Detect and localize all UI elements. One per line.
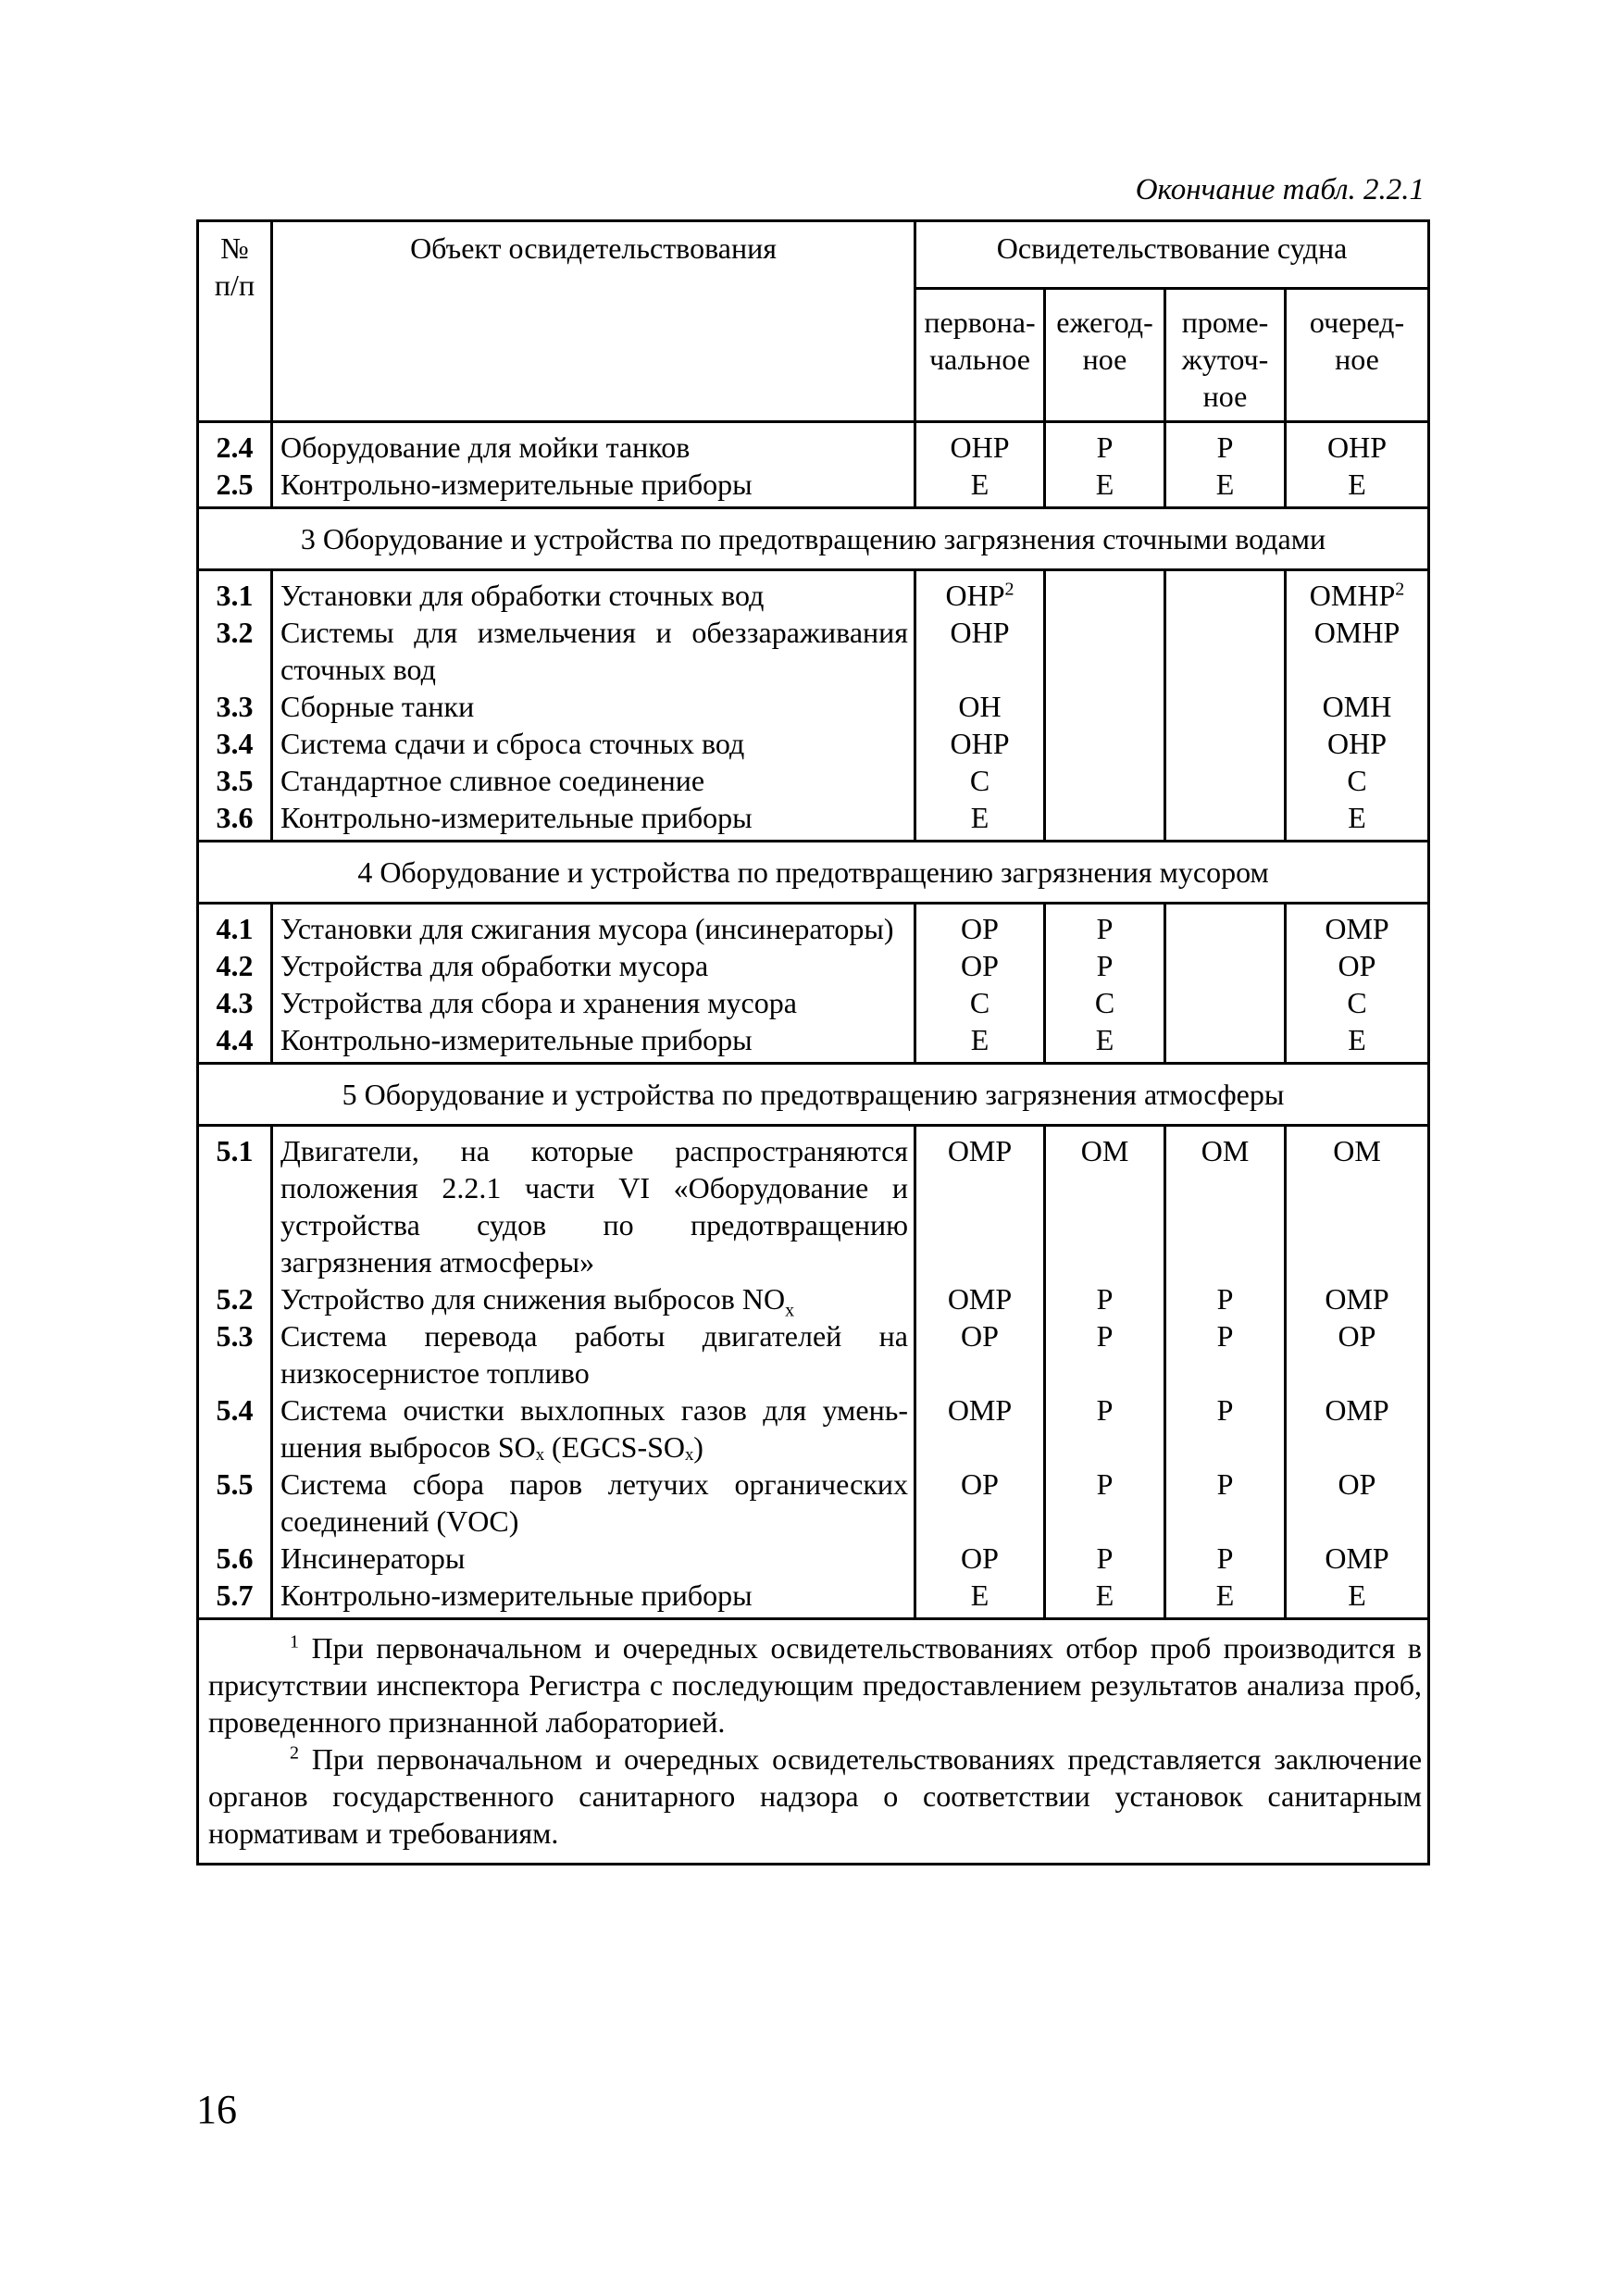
row-object: Двигатели, на которые распространяются положения 2.2.1 части VI «Оборудование и устройства судов по предотвращению загрязнения атмосферы» bbox=[272, 1126, 915, 1281]
row-number: 5.5 bbox=[198, 1466, 272, 1540]
survey-value bbox=[1165, 570, 1286, 615]
survey-value: Р bbox=[1165, 422, 1286, 467]
row-object: Контрольно-измерительные приборы bbox=[272, 466, 915, 508]
row-object: Контрольно-измерительные приборы bbox=[272, 1577, 915, 1619]
survey-value bbox=[1045, 762, 1165, 799]
row-object: Установки для сжигания мусора (инсинераторы) bbox=[272, 904, 915, 948]
row-number: 3.4 bbox=[198, 725, 272, 762]
section-row bbox=[198, 1064, 1429, 1126]
survey-value: ОР bbox=[915, 947, 1045, 984]
survey-value: ОНР bbox=[915, 422, 1045, 467]
survey-value: ОР bbox=[915, 1540, 1045, 1577]
survey-value: Р bbox=[1045, 904, 1165, 948]
survey-value: ОНР bbox=[915, 725, 1045, 762]
survey-value bbox=[1165, 1021, 1286, 1064]
survey-value: Е bbox=[1286, 799, 1429, 842]
header-survey: Освидетельствование судна bbox=[915, 221, 1429, 289]
section-title: 3 Оборудование и устройства по предотвращению загрязнения сточными водами bbox=[198, 508, 1429, 570]
survey-value bbox=[1045, 688, 1165, 725]
table-row bbox=[198, 466, 1429, 508]
table-row bbox=[198, 1391, 1429, 1466]
table-row bbox=[198, 1466, 1429, 1540]
survey-value bbox=[1165, 799, 1286, 842]
table-row bbox=[198, 614, 1429, 688]
row-object: Установки для обработки сточных вод bbox=[272, 570, 915, 615]
footnote-text: При первоначальном и очередных освидетельствованиях представляется заключение органов государственного санитарного надзора о соответствии установок санитарным нормативам и требованиям. bbox=[208, 1742, 1423, 1850]
table-row bbox=[198, 762, 1429, 799]
footnote-mark: 1 bbox=[290, 1631, 299, 1653]
header-intermediate: проме- жуточ- ное bbox=[1165, 289, 1286, 422]
survey-value bbox=[1165, 762, 1286, 799]
survey-value: Е bbox=[1286, 1577, 1429, 1619]
header-renewal: очеред- ное bbox=[1286, 289, 1429, 422]
table-row bbox=[198, 1126, 1429, 1281]
survey-value: ОР bbox=[1286, 947, 1429, 984]
survey-value: ОМ bbox=[1286, 1126, 1429, 1281]
survey-value: ОМР bbox=[915, 1280, 1045, 1317]
survey-value: ОМР bbox=[915, 1391, 1045, 1466]
survey-value: Р bbox=[1045, 422, 1165, 467]
survey-value: ОМНР$^2$ bbox=[1286, 570, 1429, 615]
table-row bbox=[198, 422, 1429, 467]
header-num: № п/п bbox=[198, 221, 272, 422]
table-row bbox=[198, 947, 1429, 984]
table-row bbox=[198, 984, 1429, 1021]
survey-table bbox=[196, 219, 1430, 1866]
survey-value: Е bbox=[915, 1021, 1045, 1064]
footnotes bbox=[198, 1619, 1429, 1865]
table-row bbox=[198, 688, 1429, 725]
section-row bbox=[198, 508, 1429, 570]
survey-value: Е bbox=[1045, 1021, 1165, 1064]
survey-value: ОНР bbox=[915, 614, 1045, 688]
survey-value: Р bbox=[1045, 1540, 1165, 1577]
header-object: Объект освидетельствования bbox=[272, 221, 915, 422]
footnote bbox=[208, 1629, 1422, 1741]
survey-value: ОНР bbox=[1286, 725, 1429, 762]
survey-value: С bbox=[1045, 984, 1165, 1021]
row-number: 5.6 bbox=[198, 1540, 272, 1577]
survey-value: Е bbox=[915, 1577, 1045, 1619]
header-annual: ежегод- ное bbox=[1045, 289, 1165, 422]
survey-value: ОМР bbox=[915, 1126, 1045, 1281]
section-row bbox=[198, 842, 1429, 904]
survey-value: Р bbox=[1045, 1317, 1165, 1391]
survey-value: ОНР$^2$ bbox=[915, 570, 1045, 615]
survey-value: ОМНР bbox=[1286, 614, 1429, 688]
subscript: x bbox=[785, 1300, 795, 1321]
survey-value: С bbox=[915, 762, 1045, 799]
survey-value: Р bbox=[1165, 1466, 1286, 1540]
row-object: Система сбора паров летучих органических соединений (VOC) bbox=[272, 1466, 915, 1540]
survey-value: ОР bbox=[915, 1317, 1045, 1391]
row-number: 3.2 bbox=[198, 614, 272, 688]
survey-value: ОМР bbox=[1286, 1540, 1429, 1577]
row-number: 3.5 bbox=[198, 762, 272, 799]
table-row bbox=[198, 1540, 1429, 1577]
survey-value bbox=[1165, 984, 1286, 1021]
survey-value: ОМР bbox=[1286, 904, 1429, 948]
section-title: 4 Оборудование и устройства по предотвращению загрязнения мусором bbox=[198, 842, 1429, 904]
survey-value bbox=[1165, 947, 1286, 984]
survey-value: Е bbox=[1286, 466, 1429, 508]
survey-value: Е bbox=[1045, 1577, 1165, 1619]
survey-value: ОР bbox=[1286, 1466, 1429, 1540]
row-number: 3.3 bbox=[198, 688, 272, 725]
footnote-text: При первоначальном и очередных освидетельствованиях отбор проб производится в присутствии инспектора Регистра с последующим предоставлением результатов анализа проб, проведенного признанной лабораторией. bbox=[208, 1631, 1423, 1739]
table-row bbox=[198, 1280, 1429, 1317]
table-row bbox=[198, 1577, 1429, 1619]
survey-value: ОМ bbox=[1045, 1126, 1165, 1281]
survey-value: Р bbox=[1045, 1391, 1165, 1466]
survey-value bbox=[1165, 614, 1286, 688]
survey-value: Е bbox=[915, 799, 1045, 842]
survey-value: Р bbox=[1165, 1391, 1286, 1466]
survey-value: ОМР bbox=[1286, 1391, 1429, 1466]
row-object: Система сдачи и сброса сточных вод bbox=[272, 725, 915, 762]
footnote-ref: 2 bbox=[1004, 579, 1014, 600]
row-object: Устройство для снижения выбросов $NO_x$ bbox=[272, 1280, 915, 1317]
row-object: Устройства для сбора и хранения мусора bbox=[272, 984, 915, 1021]
row-object: Системы для измельчения и обеззараживания сточных вод bbox=[272, 614, 915, 688]
row-number: 5.1 bbox=[198, 1126, 272, 1281]
notes-row bbox=[198, 1619, 1429, 1865]
table-row bbox=[198, 725, 1429, 762]
table-row bbox=[198, 904, 1429, 948]
survey-value: ОР bbox=[1286, 1317, 1429, 1391]
survey-value bbox=[1045, 570, 1165, 615]
survey-value: Е bbox=[1165, 1577, 1286, 1619]
row-number: 4.1 bbox=[198, 904, 272, 948]
survey-value bbox=[1045, 799, 1165, 842]
row-object: Система очистки выхлопных газов для умень-шения выбросов SOₓ (EGCS-SOₓ) bbox=[272, 1391, 915, 1466]
survey-value: ОР bbox=[915, 904, 1045, 948]
footnote-mark: 2 bbox=[290, 1742, 299, 1764]
survey-value: Р bbox=[1045, 1466, 1165, 1540]
row-object: Контрольно-измерительные приборы bbox=[272, 1021, 915, 1064]
survey-value: Е bbox=[1286, 1021, 1429, 1064]
row-object: Устройства для обработки мусора bbox=[272, 947, 915, 984]
survey-value: Р bbox=[1165, 1317, 1286, 1391]
row-number: 4.2 bbox=[198, 947, 272, 984]
table-caption: Окончание табл. 2.2.1 bbox=[1135, 173, 1425, 206]
table-row bbox=[198, 799, 1429, 842]
survey-value: ОМН bbox=[1286, 688, 1429, 725]
row-number: 4.4 bbox=[198, 1021, 272, 1064]
survey-value bbox=[1165, 688, 1286, 725]
survey-value: Е bbox=[1165, 466, 1286, 508]
survey-value: ОМР bbox=[1286, 1280, 1429, 1317]
row-object: Оборудование для мойки танков bbox=[272, 422, 915, 467]
survey-value: Р bbox=[1165, 1540, 1286, 1577]
row-number: 5.4 bbox=[198, 1391, 272, 1466]
header-initial: первона- чальное bbox=[915, 289, 1045, 422]
row-number: 5.3 bbox=[198, 1317, 272, 1391]
survey-value: ОН bbox=[915, 688, 1045, 725]
survey-value bbox=[1045, 725, 1165, 762]
section-title: 5 Оборудование и устройства по предотвращению загрязнения атмосферы bbox=[198, 1064, 1429, 1126]
survey-value: С bbox=[1286, 762, 1429, 799]
row-object: Инсинераторы bbox=[272, 1540, 915, 1577]
survey-value: Р bbox=[1165, 1280, 1286, 1317]
survey-value: Е bbox=[1045, 466, 1165, 508]
survey-value bbox=[1165, 904, 1286, 948]
footnote bbox=[208, 1741, 1422, 1852]
row-number: 5.2 bbox=[198, 1280, 272, 1317]
table-row bbox=[198, 570, 1429, 615]
survey-value: ОНР bbox=[1286, 422, 1429, 467]
survey-value: Р bbox=[1045, 1280, 1165, 1317]
survey-value: Р bbox=[1045, 947, 1165, 984]
survey-value: ОМ bbox=[1165, 1126, 1286, 1281]
survey-value: ОР bbox=[915, 1466, 1045, 1540]
row-object: Контрольно-измерительные приборы bbox=[272, 799, 915, 842]
row-object: Стандартное сливное соединение bbox=[272, 762, 915, 799]
table-row bbox=[198, 1021, 1429, 1064]
row-number: 3.6 bbox=[198, 799, 272, 842]
header-row-top bbox=[198, 221, 1429, 289]
row-object: Система перевода работы двигателей на низкосернистое топливо bbox=[272, 1317, 915, 1391]
table-row bbox=[198, 1317, 1429, 1391]
row-number: 2.4 bbox=[198, 422, 272, 467]
survey-value: Е bbox=[915, 466, 1045, 508]
footnote-ref: 2 bbox=[1395, 579, 1405, 600]
row-number: 2.5 bbox=[198, 466, 272, 508]
survey-value bbox=[1045, 614, 1165, 688]
row-number: 5.7 bbox=[198, 1577, 272, 1619]
row-number: 4.3 bbox=[198, 984, 272, 1021]
survey-value: С bbox=[1286, 984, 1429, 1021]
survey-value: С bbox=[915, 984, 1045, 1021]
survey-value bbox=[1165, 725, 1286, 762]
row-object: Сборные танки bbox=[272, 688, 915, 725]
page-number: 16 bbox=[196, 2087, 237, 2132]
row-number: 3.1 bbox=[198, 570, 272, 615]
